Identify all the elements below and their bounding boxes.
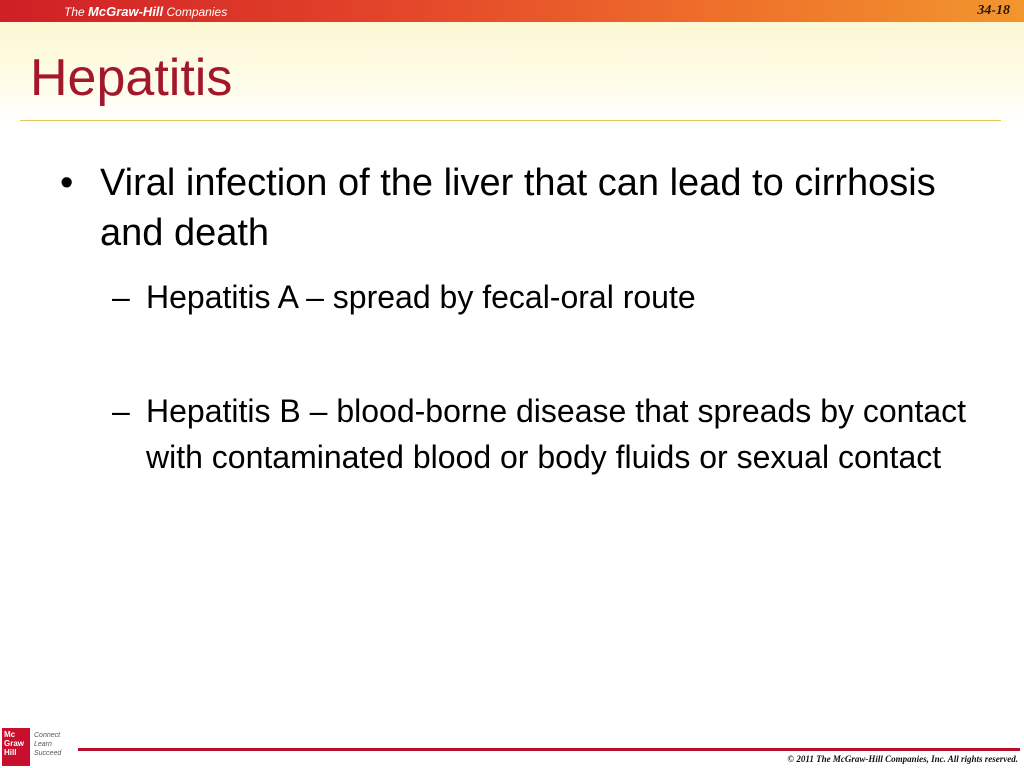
- copyright-notice: © 2011 The McGraw-Hill Companies, Inc. All rights reserved.: [787, 754, 1018, 764]
- top-banner: [0, 0, 1024, 22]
- brand-suffix: Companies: [166, 5, 228, 19]
- footer-divider: [78, 748, 1020, 751]
- tagline-line: Connect: [34, 732, 61, 739]
- mcgraw-hill-logo: [2, 728, 30, 766]
- bullet-item: [60, 158, 960, 258]
- slide-number: 34-18: [977, 3, 1010, 18]
- sub-bullet-text: Hepatitis A – spread by fecal-oral route: [146, 279, 696, 315]
- tagline-line: Succeed: [34, 750, 62, 757]
- tagline: [34, 731, 61, 758]
- tagline-line: Learn: [34, 741, 52, 748]
- brand-wordmark: [64, 4, 227, 19]
- logo-line: Mc: [4, 730, 16, 739]
- sub-bullet-text: Hepatitis B – blood-borne disease that spreads by contact with contaminated blood or body fluids or sexual contact: [146, 393, 967, 475]
- slide-title: Hepatitis: [30, 49, 233, 107]
- title-divider: [20, 120, 1001, 121]
- logo-line: Graw: [4, 739, 25, 748]
- dash-icon: –: [112, 393, 130, 429]
- sub-bullet-item: [112, 388, 972, 480]
- dash-icon: –: [112, 279, 130, 315]
- brand-prefix: The: [64, 5, 85, 19]
- brand-name: McGraw-Hill: [88, 4, 164, 19]
- logo-line: Hill: [4, 748, 17, 757]
- bullet-dot-icon: •: [60, 162, 74, 204]
- sub-bullet-item: [112, 274, 972, 320]
- bullet-text: Viral infection of the liver that can lead to cirrhosis and death: [100, 162, 936, 254]
